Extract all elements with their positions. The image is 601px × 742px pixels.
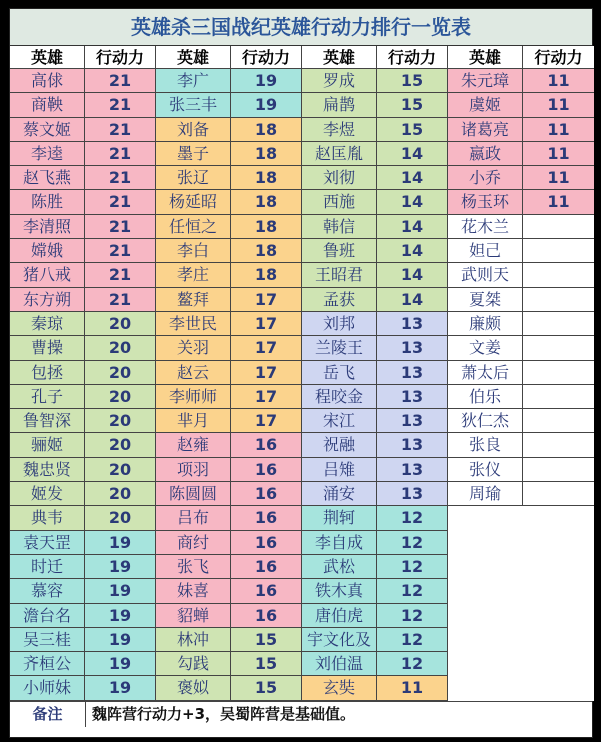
header-action: 行动力 <box>231 46 302 69</box>
hero-name: 鲁智深 <box>10 409 85 433</box>
note-text: 魏阵营行动力+3，吴蜀阵营是基础值。 <box>92 704 356 723</box>
hero-action-value: 21 <box>85 118 156 142</box>
hero-action-value: 18 <box>231 118 302 142</box>
hero-action-value <box>523 263 594 287</box>
hero-action-value: 20 <box>85 506 156 530</box>
hero-name: 慕容 <box>10 579 85 603</box>
hero-action-value: 13 <box>377 482 448 506</box>
hero-action-value: 12 <box>377 555 448 579</box>
hero-action-value <box>523 433 594 457</box>
hero-name: 张辽 <box>156 166 231 190</box>
note-label: 备注 <box>10 702 86 727</box>
hero-action-value: 11 <box>523 190 594 214</box>
hero-action-value: 18 <box>231 190 302 214</box>
hero-name: 唐伯虎 <box>302 604 377 628</box>
empty-cell <box>448 652 523 676</box>
hero-name: 典韦 <box>10 506 85 530</box>
hero-action-value: 11 <box>377 676 448 700</box>
hero-name: 刘备 <box>156 118 231 142</box>
hero-name: 曹操 <box>10 336 85 360</box>
hero-name: 张飞 <box>156 555 231 579</box>
hero-action-value: 19 <box>231 69 302 93</box>
hero-name: 李师师 <box>156 385 231 409</box>
hero-action-value: 11 <box>523 69 594 93</box>
sheet-title: 英雄杀三国战纪英雄行动力排行一览表 <box>10 9 592 46</box>
hero-name: 宇文化及 <box>302 628 377 652</box>
hero-name: 墨子 <box>156 142 231 166</box>
hero-name: 吕雉 <box>302 458 377 482</box>
hero-action-value: 13 <box>377 409 448 433</box>
hero-name: 陈胜 <box>10 190 85 214</box>
hero-name: 魏忠贤 <box>10 458 85 482</box>
hero-name: 张良 <box>448 433 523 457</box>
hero-action-value: 14 <box>377 142 448 166</box>
hero-name: 刘伯温 <box>302 652 377 676</box>
hero-name: 蔡文姬 <box>10 118 85 142</box>
hero-action-value: 14 <box>377 239 448 263</box>
hero-action-value: 17 <box>231 336 302 360</box>
hero-name: 荆轲 <box>302 506 377 530</box>
hero-name: 朱元璋 <box>448 69 523 93</box>
hero-action-value <box>523 239 594 263</box>
hero-action-value: 16 <box>231 579 302 603</box>
hero-action-value: 20 <box>85 409 156 433</box>
header-hero: 英雄 <box>10 46 85 69</box>
hero-name: 澹台名 <box>10 604 85 628</box>
hero-name: 商鞅 <box>10 93 85 117</box>
hero-action-value: 20 <box>85 433 156 457</box>
hero-name: 李清照 <box>10 215 85 239</box>
hero-name: 骊姬 <box>10 433 85 457</box>
hero-name: 刘彻 <box>302 166 377 190</box>
hero-name: 小师妹 <box>10 676 85 700</box>
hero-action-value: 11 <box>523 93 594 117</box>
hero-action-value: 20 <box>85 458 156 482</box>
hero-action-value <box>523 336 594 360</box>
hero-action-value <box>523 361 594 385</box>
hero-name: 貂蝉 <box>156 604 231 628</box>
hero-action-value: 18 <box>231 142 302 166</box>
hero-name: 虞姬 <box>448 93 523 117</box>
ranking-sheet <box>9 8 593 738</box>
hero-action-value: 20 <box>85 336 156 360</box>
hero-action-value: 19 <box>231 93 302 117</box>
hero-action-value: 21 <box>85 69 156 93</box>
hero-name: 项羽 <box>156 458 231 482</box>
hero-action-value: 15 <box>231 628 302 652</box>
empty-cell <box>523 579 594 603</box>
hero-action-value: 15 <box>231 652 302 676</box>
hero-action-value: 17 <box>231 312 302 336</box>
hero-action-value: 16 <box>231 433 302 457</box>
hero-action-value <box>523 312 594 336</box>
hero-action-value: 16 <box>231 506 302 530</box>
hero-name: 李逵 <box>10 142 85 166</box>
hero-name: 勾践 <box>156 652 231 676</box>
empty-cell <box>448 628 523 652</box>
hero-name: 祝融 <box>302 433 377 457</box>
hero-name: 时迁 <box>10 555 85 579</box>
hero-name: 小乔 <box>448 166 523 190</box>
hero-name: 程咬金 <box>302 385 377 409</box>
hero-name: 李世民 <box>156 312 231 336</box>
hero-name: 嫦娥 <box>10 239 85 263</box>
empty-cell <box>448 676 523 700</box>
hero-action-value <box>523 288 594 312</box>
hero-action-value: 21 <box>85 288 156 312</box>
hero-action-value: 12 <box>377 531 448 555</box>
hero-name: 褒姒 <box>156 676 231 700</box>
hero-name: 孝庄 <box>156 263 231 287</box>
hero-action-value <box>523 409 594 433</box>
hero-action-value: 12 <box>377 628 448 652</box>
hero-name: 张仪 <box>448 458 523 482</box>
hero-name: 武松 <box>302 555 377 579</box>
hero-action-value: 15 <box>377 69 448 93</box>
header-action: 行动力 <box>85 46 156 69</box>
hero-name: 周瑜 <box>448 482 523 506</box>
hero-name: 李煜 <box>302 118 377 142</box>
hero-name: 赵雍 <box>156 433 231 457</box>
hero-name: 铁木真 <box>302 579 377 603</box>
empty-cell <box>523 652 594 676</box>
note-row <box>10 701 592 727</box>
hero-action-value: 14 <box>377 190 448 214</box>
hero-name: 韩信 <box>302 215 377 239</box>
hero-action-value: 19 <box>85 628 156 652</box>
hero-action-value: 13 <box>377 385 448 409</box>
hero-action-value: 19 <box>85 579 156 603</box>
hero-name: 兰陵王 <box>302 336 377 360</box>
header-action: 行动力 <box>523 46 594 69</box>
hero-name: 猪八戒 <box>10 263 85 287</box>
header-hero: 英雄 <box>302 46 377 69</box>
hero-action-value: 19 <box>85 676 156 700</box>
hero-name: 王昭君 <box>302 263 377 287</box>
hero-name: 廉颇 <box>448 312 523 336</box>
hero-action-value: 17 <box>231 361 302 385</box>
hero-action-value: 12 <box>377 579 448 603</box>
hero-action-value: 12 <box>377 652 448 676</box>
hero-action-value: 21 <box>85 142 156 166</box>
hero-action-value: 18 <box>231 239 302 263</box>
empty-cell <box>523 506 594 530</box>
hero-name: 姬发 <box>10 482 85 506</box>
empty-cell <box>523 604 594 628</box>
hero-name: 玄奘 <box>302 676 377 700</box>
hero-name: 涌安 <box>302 482 377 506</box>
hero-action-value: 16 <box>231 555 302 579</box>
hero-name: 夏桀 <box>448 288 523 312</box>
hero-name: 文姜 <box>448 336 523 360</box>
hero-name: 吴三桂 <box>10 628 85 652</box>
hero-name: 包拯 <box>10 361 85 385</box>
hero-name: 林冲 <box>156 628 231 652</box>
hero-action-value <box>523 482 594 506</box>
empty-cell <box>448 604 523 628</box>
hero-name: 刘邦 <box>302 312 377 336</box>
hero-action-value: 17 <box>231 288 302 312</box>
empty-cell <box>448 506 523 530</box>
hero-action-value: 19 <box>85 531 156 555</box>
hero-action-value: 14 <box>377 166 448 190</box>
hero-action-value: 21 <box>85 93 156 117</box>
empty-cell <box>523 676 594 700</box>
hero-name: 杨延昭 <box>156 190 231 214</box>
hero-name: 赵匡胤 <box>302 142 377 166</box>
hero-action-value: 13 <box>377 458 448 482</box>
hero-action-value: 11 <box>523 118 594 142</box>
hero-action-value: 19 <box>85 604 156 628</box>
hero-action-value: 20 <box>85 312 156 336</box>
hero-action-value: 14 <box>377 263 448 287</box>
hero-action-value <box>523 385 594 409</box>
hero-name: 高俅 <box>10 69 85 93</box>
header-hero: 英雄 <box>156 46 231 69</box>
hero-action-value: 15 <box>377 118 448 142</box>
hero-action-value: 17 <box>231 409 302 433</box>
hero-name: 商纣 <box>156 531 231 555</box>
hero-action-value: 18 <box>231 263 302 287</box>
hero-name: 任恒之 <box>156 215 231 239</box>
hero-name: 鳌拜 <box>156 288 231 312</box>
empty-cell <box>448 579 523 603</box>
hero-name: 罗成 <box>302 69 377 93</box>
hero-name: 芈月 <box>156 409 231 433</box>
hero-action-value: 21 <box>85 190 156 214</box>
header-hero: 英雄 <box>448 46 523 69</box>
hero-name: 赵云 <box>156 361 231 385</box>
hero-action-value: 16 <box>231 604 302 628</box>
hero-action-value: 21 <box>85 239 156 263</box>
hero-action-value <box>523 215 594 239</box>
hero-name: 武则天 <box>448 263 523 287</box>
hero-name: 西施 <box>302 190 377 214</box>
hero-name: 扁鹊 <box>302 93 377 117</box>
hero-action-value: 15 <box>377 93 448 117</box>
hero-action-value: 19 <box>85 652 156 676</box>
hero-action-value: 18 <box>231 215 302 239</box>
ranking-grid <box>10 46 592 701</box>
hero-action-value: 14 <box>377 288 448 312</box>
hero-name: 赵飞燕 <box>10 166 85 190</box>
hero-name: 陈圆圆 <box>156 482 231 506</box>
hero-action-value: 11 <box>523 166 594 190</box>
empty-cell <box>448 531 523 555</box>
hero-action-value: 14 <box>377 215 448 239</box>
header-action: 行动力 <box>377 46 448 69</box>
hero-action-value: 21 <box>85 215 156 239</box>
hero-action-value: 19 <box>85 555 156 579</box>
empty-cell <box>448 555 523 579</box>
hero-name: 吕布 <box>156 506 231 530</box>
hero-action-value: 16 <box>231 531 302 555</box>
hero-name: 孔子 <box>10 385 85 409</box>
hero-action-value: 16 <box>231 482 302 506</box>
hero-name: 宋江 <box>302 409 377 433</box>
hero-name: 张三丰 <box>156 93 231 117</box>
hero-action-value: 20 <box>85 482 156 506</box>
hero-action-value: 21 <box>85 263 156 287</box>
empty-cell <box>523 531 594 555</box>
hero-action-value: 16 <box>231 458 302 482</box>
hero-name: 萧太后 <box>448 361 523 385</box>
empty-cell <box>523 555 594 579</box>
hero-action-value: 12 <box>377 604 448 628</box>
hero-action-value: 13 <box>377 433 448 457</box>
hero-action-value: 20 <box>85 385 156 409</box>
hero-name: 鲁班 <box>302 239 377 263</box>
hero-name: 李自成 <box>302 531 377 555</box>
hero-action-value: 18 <box>231 166 302 190</box>
hero-action-value: 12 <box>377 506 448 530</box>
hero-name: 狄仁杰 <box>448 409 523 433</box>
hero-name: 嬴政 <box>448 142 523 166</box>
hero-name: 伯乐 <box>448 385 523 409</box>
hero-name: 杨玉环 <box>448 190 523 214</box>
hero-action-value <box>523 458 594 482</box>
hero-name: 关羽 <box>156 336 231 360</box>
hero-name: 孟获 <box>302 288 377 312</box>
hero-name: 李广 <box>156 69 231 93</box>
hero-name: 袁天罡 <box>10 531 85 555</box>
hero-action-value: 11 <box>523 142 594 166</box>
hero-name: 妲己 <box>448 239 523 263</box>
hero-action-value: 21 <box>85 166 156 190</box>
hero-name: 花木兰 <box>448 215 523 239</box>
hero-name: 东方朔 <box>10 288 85 312</box>
empty-cell <box>523 628 594 652</box>
hero-action-value: 17 <box>231 385 302 409</box>
hero-action-value: 13 <box>377 361 448 385</box>
hero-action-value: 20 <box>85 361 156 385</box>
hero-name: 妹喜 <box>156 579 231 603</box>
hero-name: 诸葛亮 <box>448 118 523 142</box>
hero-action-value: 13 <box>377 336 448 360</box>
hero-name: 秦琼 <box>10 312 85 336</box>
hero-name: 李白 <box>156 239 231 263</box>
hero-action-value: 13 <box>377 312 448 336</box>
hero-name: 齐桓公 <box>10 652 85 676</box>
hero-action-value: 15 <box>231 676 302 700</box>
hero-name: 岳飞 <box>302 361 377 385</box>
